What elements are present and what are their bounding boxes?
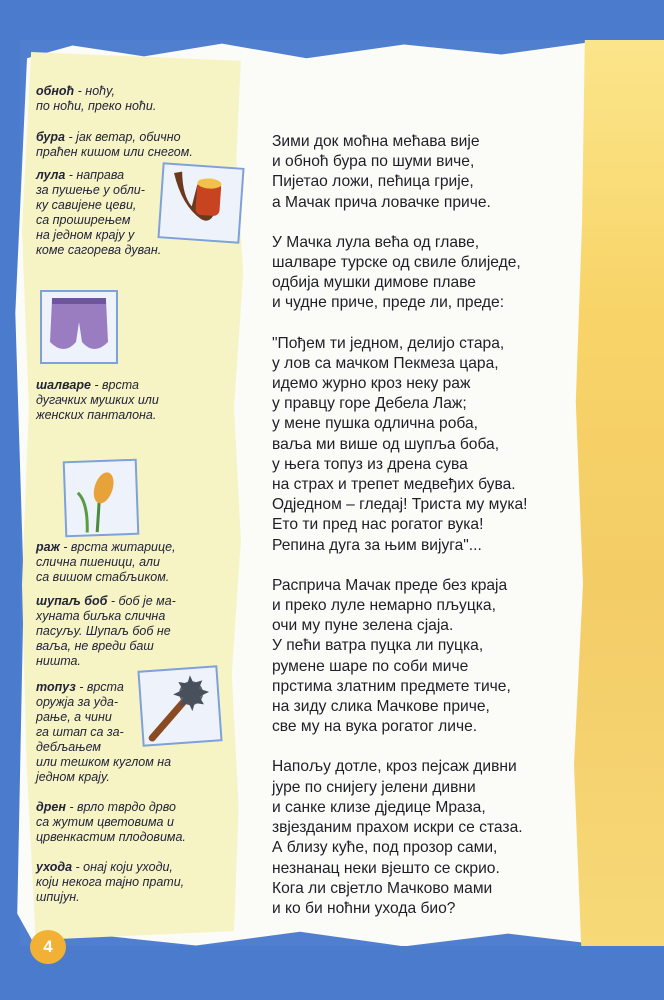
glossary-entry-dren [36,800,226,845]
poem-line: Расприча Мачак преде без краја [272,576,508,594]
trousers-illustration [40,290,118,364]
poem-line: румене шаре по соби миче [272,657,469,675]
gloss-line: ништа. [36,654,81,668]
poem-line: и обноћ бура по шуми виче, [272,153,475,171]
gloss-line: ваља, не вреди баш [36,639,154,653]
glossary-entry-raz [36,540,226,585]
glossary-entry-supalj-bob [36,594,226,669]
gloss-line: рање, а чини [36,710,112,724]
gloss-line: који некога тајно прати, [36,875,185,889]
mace-illustration [137,665,222,746]
gloss-line: по ноћи, преко ноћи. [36,99,157,113]
pipe-icon [160,164,243,241]
gloss-line: на једном крају у [36,228,135,242]
gloss-line: раж - врста житарице, [36,540,176,554]
gloss-line: дугачких мушких или [36,393,159,407]
gloss-line: једном крају. [36,770,110,784]
stanza-3 [272,334,592,556]
rye-icon [65,461,137,535]
poem-line: шалваре турске од свиле блиједе, [272,254,521,272]
gloss-line: дебљањем [36,740,101,754]
poem-line: и чудне приче, преде ли, преде: [272,294,505,312]
poem-line: очи му пуне зелена сјаја. [272,617,454,635]
poem-line: на страх и трепет медвеђих бува. [272,476,516,494]
poem-line: Ето ти пред нас рогатог вука! [272,516,484,534]
rye-illustration [63,459,140,538]
gloss-line: ку савијене цеви, [36,198,137,212]
gloss-line: са жутим цветовима и [36,815,174,829]
gloss-line: са проширењем [36,213,131,227]
gloss-line: праћен кишом или снегом. [36,145,193,159]
poem-line: јуре по снијегу јелени дивни [272,778,476,796]
poem-line: Пијетао ложи, пећица грије, [272,173,474,191]
pipe-illustration [157,162,244,244]
poem-line: на зиду слика Мачкове приче, [272,698,490,716]
top-border [0,0,664,40]
poem-line: и ко би ноћни ухода био? [272,899,456,917]
gloss-line: ухода - онај који уходи, [36,860,173,874]
gloss-line: обноћ - ноћу, [36,84,115,98]
poem-line: ваља ми више од шупља боба, [272,435,500,453]
poem-line: и санке клизе дједице Мраза, [272,798,486,816]
gloss-line: шупаљ боб - боб је ма- [36,594,176,608]
stanza-4 [272,576,592,738]
poem-line: незнанац неки вјешто се скрио. [272,859,500,877]
gloss-line: дрен - врло тврдо дрво [36,800,176,814]
poem-line: у лов са мачком Пекмеза цара, [272,354,499,372]
poem-line: "Пођем ти једном, делијо стара, [272,334,505,352]
glossary-entry-obnoc [36,84,226,114]
gloss-line: шалваре - врста [36,378,139,392]
gloss-line: шпијун. [36,890,80,904]
gloss-line: га штап са за- [36,725,124,739]
gloss-line: топуз - врста [36,680,124,694]
poem-line: Одједном – гледај! Триста му мука! [272,496,528,514]
glossary-entry-lula [36,168,166,258]
gloss-line: пасуљу. Шупаљ боб не [36,624,171,638]
left-border [0,0,20,1000]
trousers-icon [42,292,116,362]
gloss-line: коме сагорева дуван. [36,243,162,257]
poem [272,132,592,939]
gloss-line: бура - јак ветар, обично [36,130,181,144]
poem-line: Репина дуга за њим вијуга"... [272,536,482,554]
gloss-line: црвенкастим плодовима. [36,830,186,844]
mace-icon [140,667,221,744]
page-number: 4 [30,930,66,964]
poem-line: одбија мушки димове плаве [272,274,476,292]
poem-line: у правцу горе Дебела Лаж; [272,395,467,413]
gloss-line: са вишом стабљиком. [36,570,170,584]
poem-line: У Мачка лула већа од главе, [272,233,480,251]
gloss-line: за пушење у обли- [36,183,145,197]
poem-line: Кога ли свјетло Мачково мами [272,879,493,897]
glossary-entry-uhoda [36,860,226,905]
gloss-line: хуната биљка слична [36,609,166,623]
poem-line: у њега топуз из дрена сува [272,455,468,473]
gloss-line: слична пшеници, али [36,555,160,569]
poem-line: звјезданим прахом искри се стаза. [272,819,523,837]
gloss-line: лула - направа [36,168,125,182]
gloss-line: или тешком куглом на [36,755,172,769]
stanza-2 [272,233,592,314]
stanza-5 [272,757,592,919]
stanza-1 [272,132,592,213]
poem-line: све му на вука рогатог личе. [272,718,478,736]
gloss-line: оружја за уда- [36,695,119,709]
poem-line: Зими док моћна мећава вије [272,133,480,150]
poem-line: и преко луле немарно пљуцка, [272,597,496,615]
poem-line: идемо журно кроз неку раж [272,375,471,393]
poem-line: а Мачак прича ловачке приче. [272,193,491,211]
bottom-border [0,946,664,1000]
poem-line: У пећи ватра пуцка ли пуцка, [272,637,484,655]
poem-line: Напољу дотле, кроз пејсаж дивни [272,758,517,776]
poem-line: прстима златним предмете тиче, [272,677,511,695]
poem-line: А близу куће, под прозор сами, [272,839,498,857]
glossary-entry-salvare [36,378,226,423]
glossary-entry-bura [36,130,226,160]
gloss-line: женских панталона. [36,408,157,422]
poem-line: у мене пушка одлична роба, [272,415,478,433]
